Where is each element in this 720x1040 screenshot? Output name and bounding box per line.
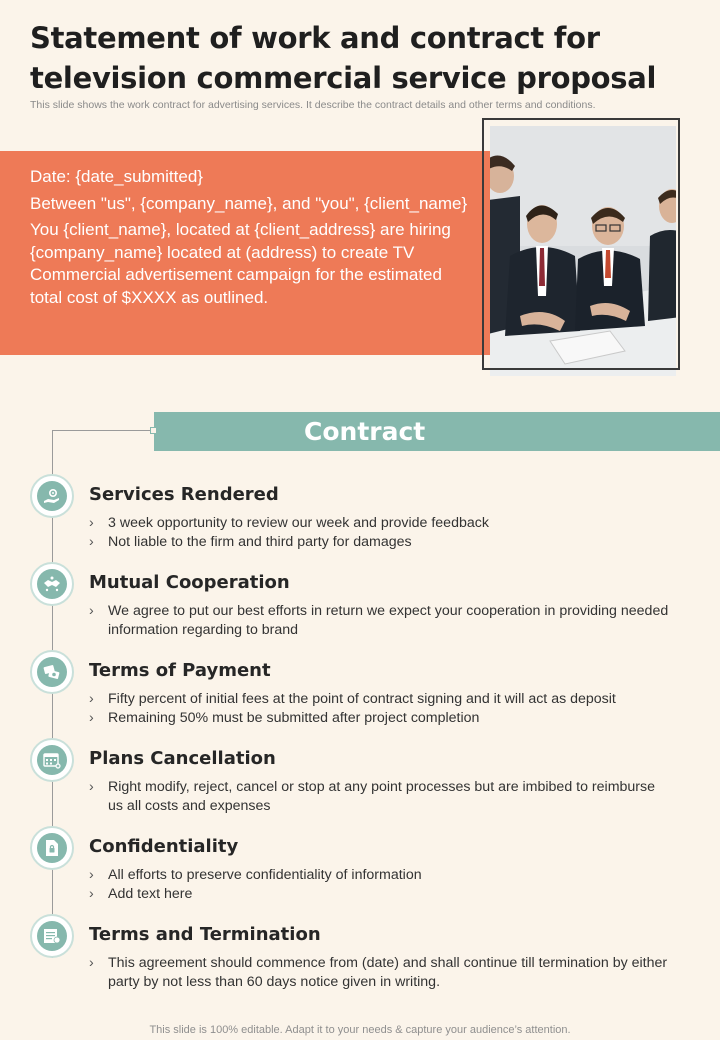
section-title: Terms and Termination	[89, 924, 321, 945]
bullet-item: › Add text here	[89, 885, 669, 904]
page-title: Statement of work and contract for television commercial service proposal	[30, 21, 657, 95]
bullet-item: › This agreement should commence from (date) and shall continue till termination by either party by not less than 60 days notice given in writing.	[89, 954, 669, 991]
intro-date: Date: {date_submitted}	[30, 167, 203, 186]
intro-parties: Between "us", {company_name}, and "you", {client_name}	[30, 193, 468, 213]
bullet-item: › Fifty percent of initial fees at the point of contract signing and it will act as deposit	[89, 690, 669, 709]
timeline-connector-node	[150, 427, 157, 434]
section-bullets	[89, 778, 669, 815]
bullet-item: › Remaining 50% must be submitted after project completion	[89, 709, 669, 728]
section-title: Services Rendered	[89, 484, 279, 505]
section-icon-badge	[30, 826, 74, 870]
section-icon-badge	[30, 738, 74, 782]
section-icon-badge	[30, 474, 74, 518]
timeline-connector	[52, 430, 154, 431]
footer-note: This slide is 100% editable. Adapt it to your needs & capture your audience’s attention.	[149, 1024, 571, 1036]
section-icon-badge	[30, 650, 74, 694]
section-title: Mutual Cooperation	[89, 572, 290, 593]
intro-block	[30, 166, 470, 313]
section-bullets	[89, 954, 669, 991]
section-bullets	[89, 866, 669, 903]
bullet-item: › 3 week opportunity to review our week and provide feedback	[89, 514, 669, 533]
photo-frame	[482, 118, 680, 370]
intro-body: You {client_name}, located at {client_address} are hiring {company_name} located at (address) to create TV Commercial advertisement campaign for the estimated total cost of $XXXX as outlined.	[30, 220, 451, 307]
page-subtitle: This slide shows the work contract for advertising services. It describe the contract details and other terms and conditions.	[30, 99, 596, 111]
section-bullets	[89, 602, 669, 639]
bullet-item: › Not liable to the firm and third party for damages	[89, 533, 669, 552]
section-title: Confidentiality	[89, 836, 239, 857]
section-icon-badge	[30, 914, 74, 958]
contract-heading: Contract	[304, 417, 426, 446]
section-title: Plans Cancellation	[89, 748, 276, 769]
section-bullets	[89, 690, 669, 727]
section-icon-badge	[30, 562, 74, 606]
bullet-item: › All efforts to preserve confidentiality of information	[89, 866, 669, 885]
bullet-item: › Right modify, reject, cancel or stop at any point processes but are imbibed to reimburse us all costs and expenses	[89, 778, 669, 815]
contract-banner	[154, 412, 720, 451]
section-title: Terms of Payment	[89, 660, 271, 681]
section-bullets	[89, 514, 669, 551]
bullet-item: › We agree to put our best efforts in return we expect your cooperation in providing needed information regarding to brand	[89, 602, 669, 639]
